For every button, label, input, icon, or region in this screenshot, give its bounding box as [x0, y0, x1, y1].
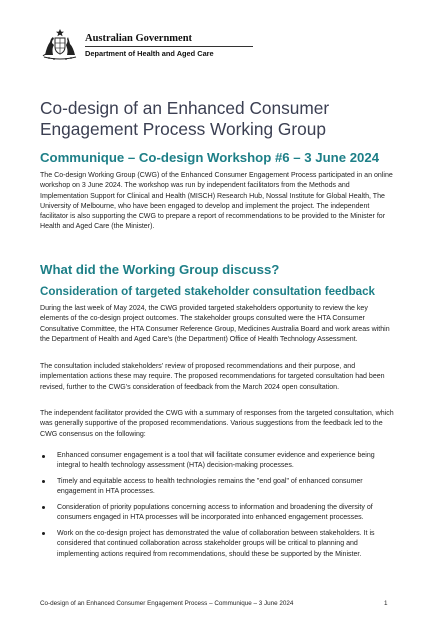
consensus-list: [40, 451, 396, 565]
department-name: Department of Health and Aged Care: [85, 49, 214, 58]
bullet-icon: [42, 455, 45, 458]
header-divider: [85, 46, 253, 47]
government-name: Australian Government: [85, 33, 193, 44]
list-item: [40, 503, 396, 524]
list-item: [40, 477, 396, 498]
page-number: 1: [384, 600, 388, 607]
footer-text: Co-design of an Enhanced Consumer Engagement Process – Communique – 3 June 2024: [40, 600, 294, 607]
list-item-text: Timely and equitable access to health technologies remains the "end goal" of enhanced consumer engagement in HTA processes.: [57, 477, 363, 496]
coat-of-arms-icon: [41, 28, 79, 60]
paragraph-3: The independent facilitator provided the CWG with a summary of responses from the targeted consultation, which was generally supportive of the proposed recommendations. Various suggestions from the feedback led to the CWG consensus on the following:: [40, 410, 394, 438]
bullet-icon: [42, 506, 45, 509]
bullet-icon: [42, 532, 45, 535]
section-subheading: Consideration of targeted stakeholder consultation feedback: [40, 285, 375, 298]
document-subtitle: Communique – Co-design Workshop #6 – 3 June 2024: [40, 150, 380, 165]
list-item-text: Consideration of priority populations concerning access to information and broadening the diversity of consumers engaged in HTA processes will be incorporated into enhanced engagement processes.: [57, 503, 373, 522]
list-item-text: Enhanced consumer engagement is a tool that will facilitate consumer evidence and experience being integral to health technology assessment (HTA) decision-making processes.: [57, 452, 375, 470]
bullet-icon: [42, 480, 45, 483]
paragraph-2: The consultation included stakeholders' review of proposed recommendations and their purpose, and implementation actions these may require. The proposed recommendations for targeted consultation had been revised, further to the CWG's consideration of feedback from the March 2024 open consultation.: [40, 363, 385, 391]
list-item: [40, 529, 396, 560]
list-item-text: Work on the co-design project has demonstrated the value of collaboration between stakeholders. It is considered that continued collaboration across stakeholder groups will be critical to planning and implementing actions required from recommendations, should these be supported by the Minister.: [57, 529, 375, 558]
document-title: Co-design of an Enhanced Consumer Engagement Process Working Group: [40, 98, 330, 139]
paragraph-1: During the last week of May 2024, the CWG provided targeted stakeholders opportunity to review the key elements of the co-design project outcomes. The stakeholder groups consulted were the HTA Consumer Consultative Committee, the HTA Consumer Reference Group, Medicines Australia Board and work areas within the Department of Health and Aged Care's (the Department) Office of Health Technology Assessment.: [40, 305, 390, 343]
intro-paragraph: The Co-design Working Group (CWG) of the Enhanced Consumer Engagement Process participated in an online workshop on 3 June 2024. The workshop was run by independent facilitators from the Methods and Implementation Support for Clinical and Health (MISCH) Research Hub, Nossal Institute for Global Health, The University of Melbourne, who have been engaged to develop and implement the project. The independent facilitator is also supporting the CWG to prepare a report of recommendations to be provided to the Minister for Health and Aged Care (the Minister).: [40, 172, 393, 231]
list-item: [40, 451, 396, 472]
section-heading: What did the Working Group discuss?: [40, 262, 280, 277]
government-logo: [41, 28, 281, 62]
